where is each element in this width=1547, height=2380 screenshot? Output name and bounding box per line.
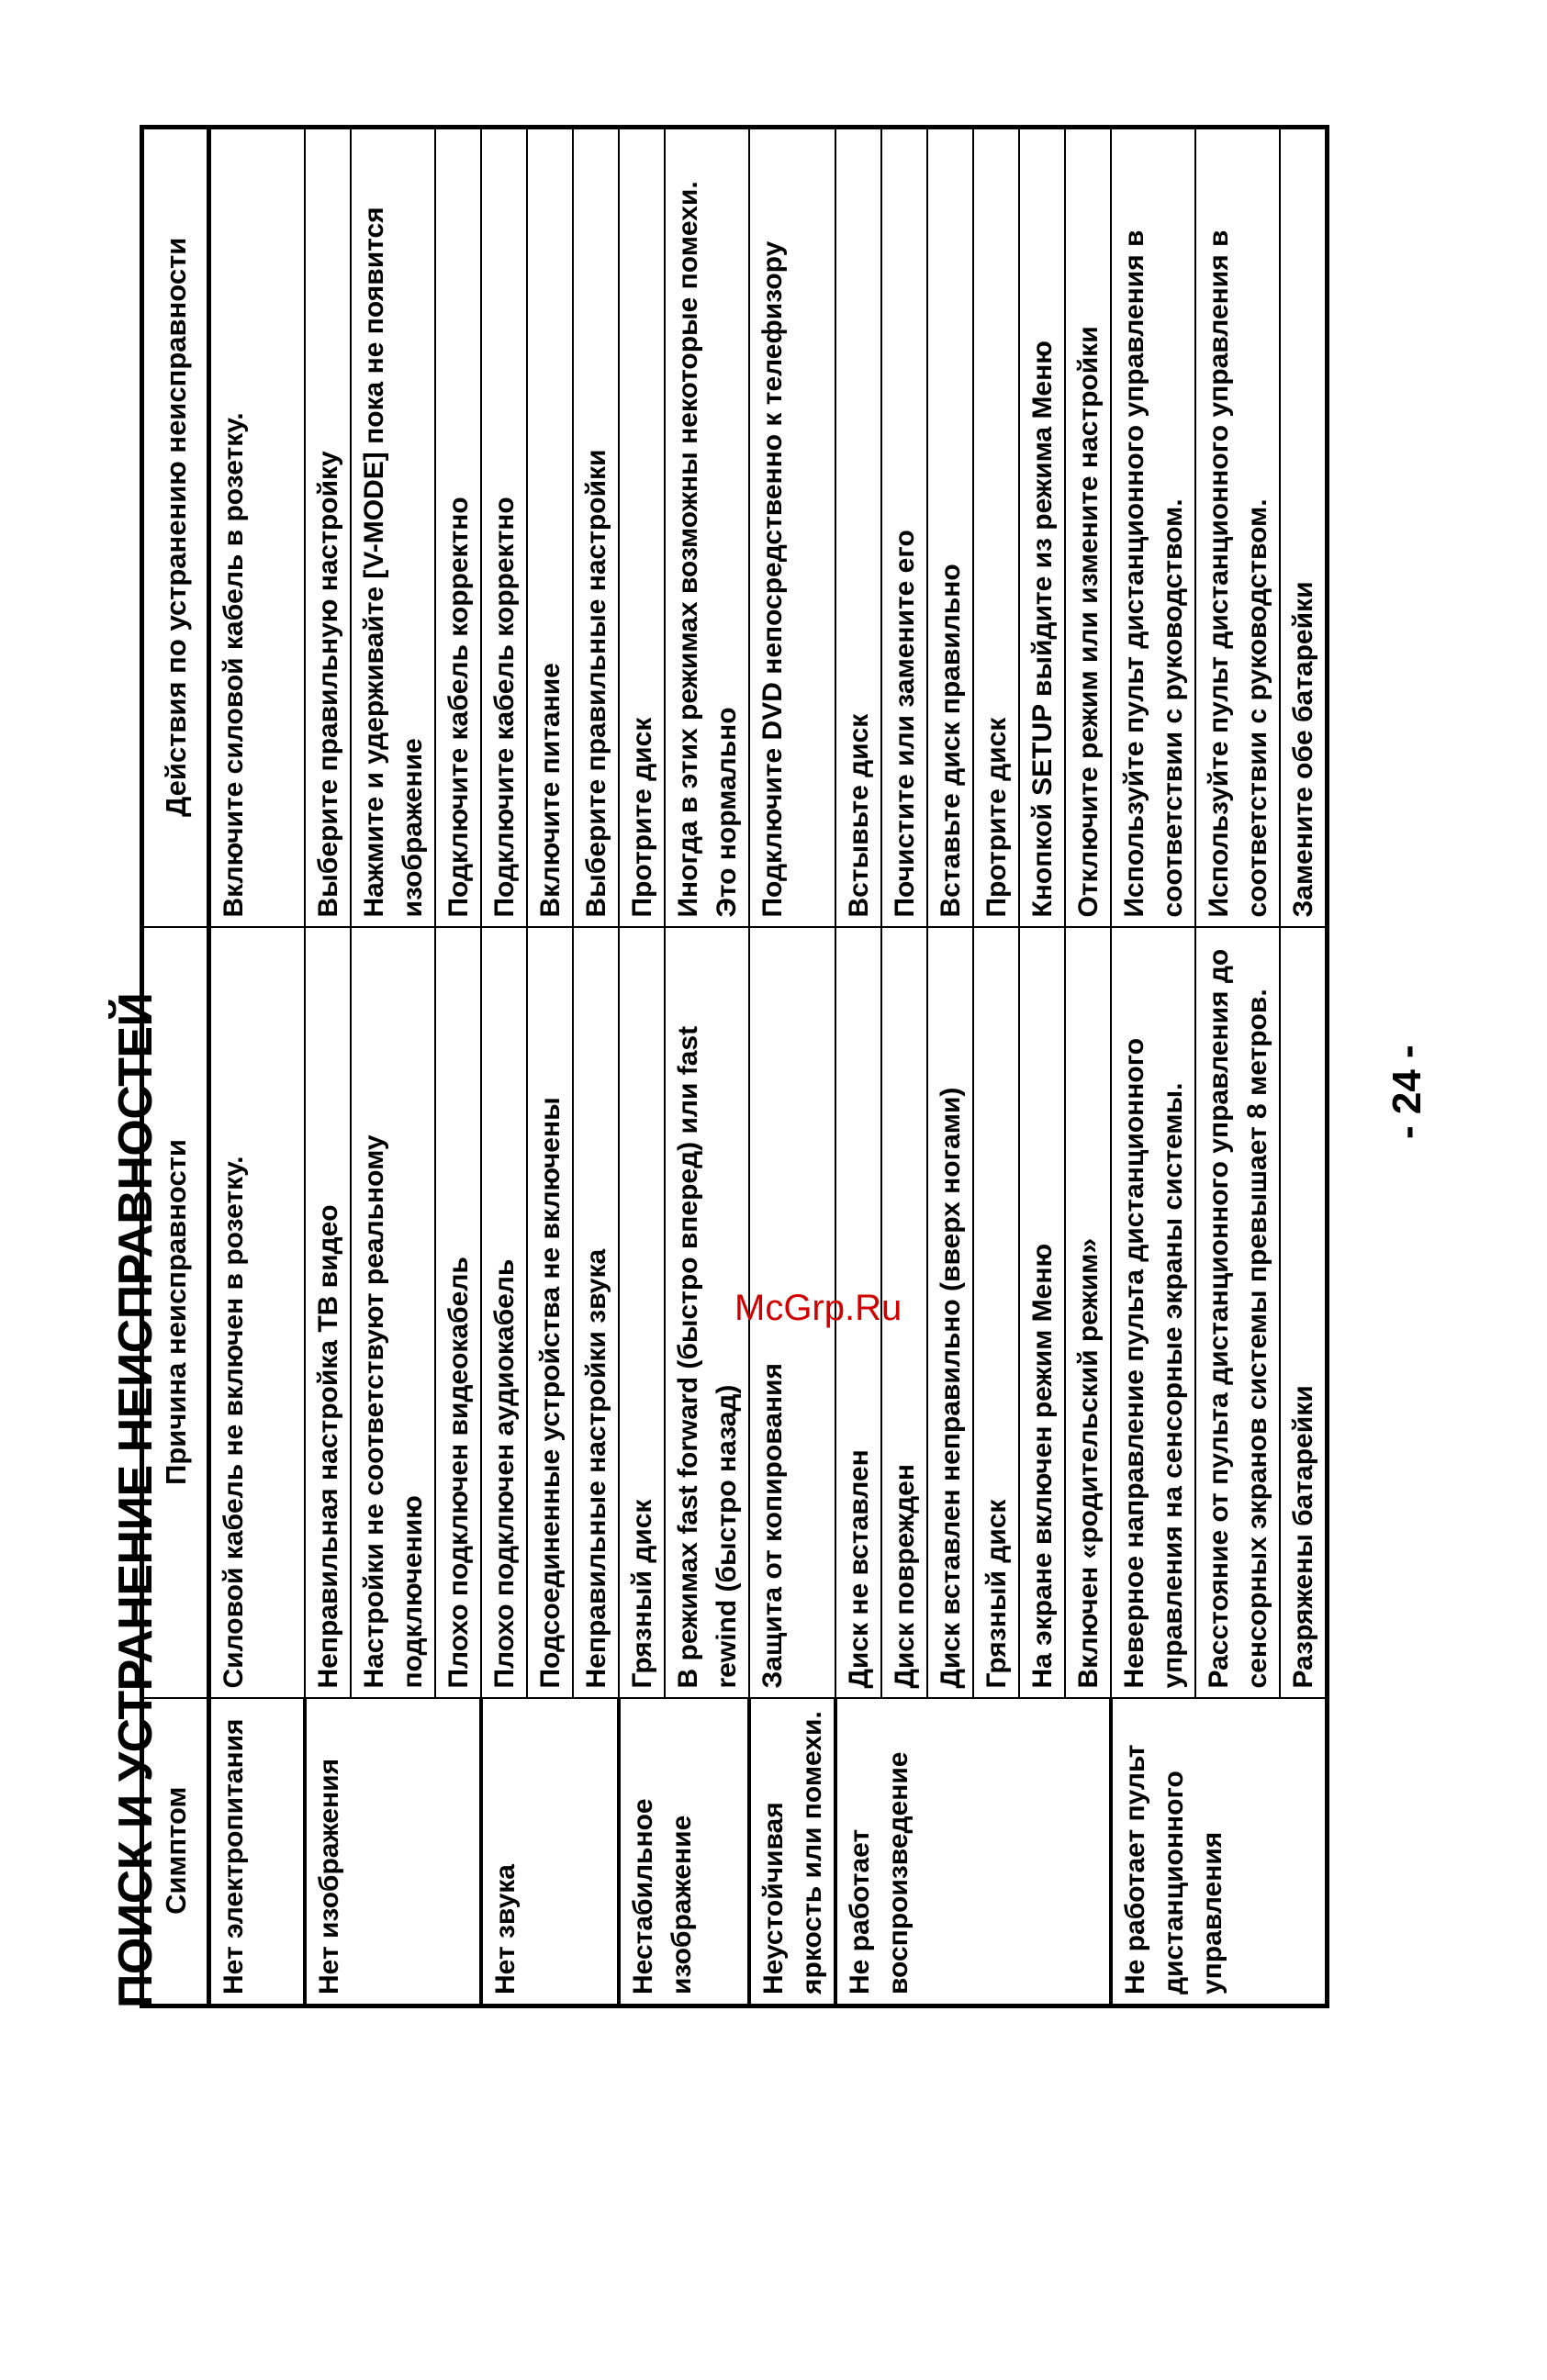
table-row	[619, 128, 665, 2006]
action-cell: Выберите правильные настройки	[573, 128, 619, 928]
cause-cell: Разряжены батарейки	[1280, 928, 1328, 1699]
action-cell: Встывьте диск	[835, 128, 881, 928]
cause-cell: Диск поврежден	[881, 928, 927, 1699]
action-cell: Нажмите и удерживайте [V-MODE] пока не появится изображение	[351, 128, 435, 928]
action-cell: Почистите или замените его	[881, 128, 927, 928]
symptom-cell: Неустойчивая яркость или помехи.	[749, 1699, 835, 2006]
symptom-cell: Нет электропитания	[209, 1699, 305, 2006]
cause-cell: Плохо подключен аудиокабель	[481, 928, 527, 1699]
cause-cell: Плохо подключен видеокабель	[435, 928, 481, 1699]
cause-cell: В режимах fast forward (быстро вперед) или fast rewind (быстро назад)	[665, 928, 749, 1699]
table-row	[749, 128, 835, 2006]
header-cause: Причина неисправности	[142, 928, 209, 1699]
cause-cell: Расстояние от пульта дистанционного управления до сенсорных экранов системы превышает 8 метров.	[1195, 928, 1280, 1699]
cause-cell: Силовой кабель не включен в розетку.	[209, 928, 305, 1699]
symptom-cell: Нет изображения	[305, 1699, 481, 2006]
cause-cell: Настройки не соответствуют реальному подключению	[351, 928, 435, 1699]
action-cell: Выберите правильную настройку	[305, 128, 351, 928]
action-cell: Подключите кабель корректно	[435, 128, 481, 928]
action-cell: Отключите режим или измените настройки	[1065, 128, 1111, 928]
watermark: McGrp.Ru	[734, 1288, 902, 1328]
action-cell: Подключите DVD непосредственно к телефизору	[749, 128, 835, 928]
troubleshooting-table	[140, 125, 1329, 2008]
cause-cell: Диск не вставлен	[835, 928, 881, 1699]
cause-cell: Включен «родительский режим»	[1065, 928, 1111, 1699]
symptom-cell: Не работает пульт дистанционного управления	[1111, 1699, 1328, 2006]
header-action: Действия по устранению неисправности	[142, 128, 209, 928]
action-cell: Вставьте диск правильно	[927, 128, 973, 928]
action-cell: Иногда в этих режимах возможны некоторые помехи. Это нормально	[665, 128, 749, 928]
cause-cell: Подсоединенные устройства не включены	[527, 928, 573, 1699]
cause-cell: Неправильная настройка ТВ видео	[305, 928, 351, 1699]
table-row	[305, 128, 351, 2006]
action-cell: Используйте пульт дистанционного управления в соответствии с руководством.	[1195, 128, 1280, 928]
action-cell: Включите силовой кабель в розетку.	[209, 128, 305, 928]
action-cell: Подключите кабель корректно	[481, 128, 527, 928]
action-cell: Протрите диск	[973, 128, 1019, 928]
table-row	[1111, 128, 1195, 2006]
action-cell: Используйте пульт дистанционного управления в соответствии с руководством.	[1111, 128, 1195, 928]
cause-cell: Защита от копирования	[749, 928, 835, 1699]
table-row	[209, 128, 305, 2006]
cause-cell: На экране включен режим Меню	[1019, 928, 1065, 1699]
symptom-cell: Нестабильное изображение	[619, 1699, 749, 2006]
action-cell: Кнопкой SETUP выйдите из режима Меню	[1019, 128, 1065, 928]
symptom-cell: Не работает воспроизведение	[835, 1699, 1111, 2006]
header-symptom: Симптом	[142, 1699, 209, 2006]
table-header-row	[142, 128, 209, 2006]
cause-cell: Неверное направление пульта дистанционного управления на сенсорные экраны системы.	[1111, 928, 1195, 1699]
page-number: - 24 -	[1384, 1045, 1429, 1139]
cause-cell: Диск вставлен неправильно (вверх ногами)	[927, 928, 973, 1699]
cause-cell: Грязный диск	[619, 928, 665, 1699]
cause-cell: Неправильные настройки звука	[573, 928, 619, 1699]
action-cell: Включите питание	[527, 128, 573, 928]
table-row	[835, 128, 881, 2006]
cause-cell: Грязный диск	[973, 928, 1019, 1699]
action-cell: Замените обе батарейки	[1280, 128, 1328, 928]
page-title: ПОИСК И УСТРАНЕНИЕ НЕИСПРАВНОСТЕЙ	[109, 992, 163, 2008]
action-cell: Протрите диск	[619, 128, 665, 928]
table-row	[481, 128, 527, 2006]
symptom-cell: Нет звука	[481, 1699, 619, 2006]
